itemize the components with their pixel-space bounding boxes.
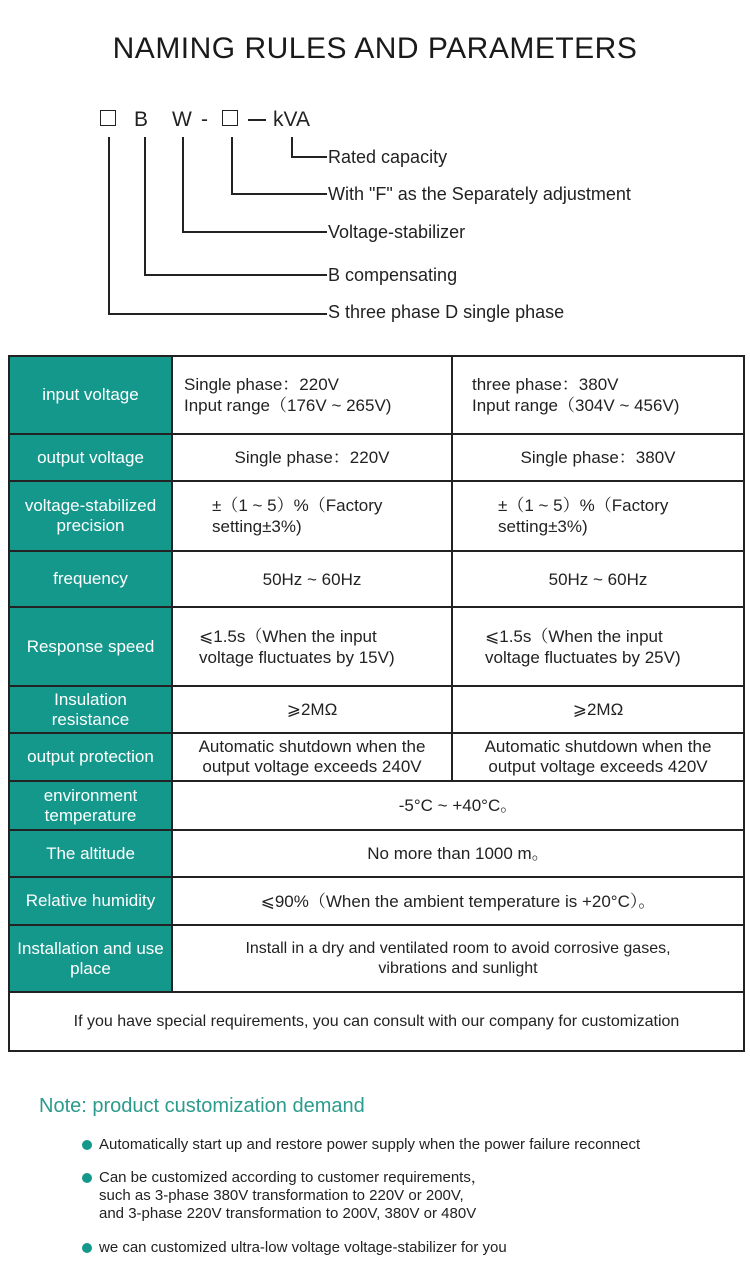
cell-humidity: ⩽90%（When the ambient temperature is +20°C）。 [172, 877, 744, 925]
row-header-output-voltage: output voltage [9, 434, 172, 481]
leader-line [291, 156, 327, 158]
placeholder-box-phase [100, 110, 116, 126]
table-row [9, 551, 744, 607]
cell-text: ±（1 ~ 5）%（Factory setting±3%) [212, 496, 383, 536]
row-header-environment: environment temperature [9, 781, 172, 830]
cell-insulation-three: ⩾2MΩ [452, 686, 744, 733]
note-item: Can be customized according to customer requirements， [99, 1169, 486, 1186]
row-header-input-voltage: input voltage [9, 356, 172, 434]
annotation-compensating: B compensating [328, 265, 458, 285]
note-item-continuation: and 3-phase 220V transformation to 200V, 380V or 480V [99, 1205, 477, 1222]
bullet-icon [82, 1243, 92, 1253]
note-item: Automatically start up and restore power supply when the power failure reconnect [99, 1136, 641, 1153]
note-title: Note: product customization demand [39, 1095, 365, 1117]
cell-input-voltage-three [452, 356, 744, 434]
leader-line [144, 274, 327, 276]
cell-text: ⩽1.5s（When the input voltage fluctuates by 15V) [199, 626, 395, 667]
cell-output-voltage-three: Single phase：380V [452, 434, 744, 481]
leader-line [231, 137, 233, 194]
table-row [9, 686, 744, 733]
cell-line: Input range（176V ~ 265V) [184, 396, 392, 415]
cell-line: Input range（304V ~ 456V) [472, 396, 680, 415]
cell-protection-single: Automatic shutdown when the output voltage exceeds 240V [172, 733, 452, 781]
cell-text: ±（1 ~ 5）%（Factory setting±3%) [498, 496, 669, 536]
cell-installation [172, 925, 744, 992]
row-header-insulation: Insulation resistance [9, 686, 172, 733]
table-footer-note: If you have special requirements, you can consult with our company for customization [9, 992, 744, 1051]
leader-line [108, 313, 327, 315]
leader-line [182, 231, 327, 233]
row-header-altitude: The altitude [9, 830, 172, 877]
table-row [9, 434, 744, 481]
row-header-humidity: Relative humidity [9, 877, 172, 925]
code-kva: kVA [273, 108, 310, 131]
cell-text: ⩽1.5s（When the input voltage fluctuates by 25V) [485, 626, 681, 667]
cell-frequency-three: 50Hz ~ 60Hz [452, 551, 744, 607]
leader-line [144, 137, 146, 275]
cell-precision-three [452, 481, 744, 551]
row-header-installation: Installation and use place [9, 925, 172, 992]
note-item: we can customized ultra-low voltage voltage-stabilizer for you [99, 1239, 507, 1256]
cell-response-single [172, 607, 452, 686]
table-row [9, 781, 744, 830]
cell-frequency-single: 50Hz ~ 60Hz [172, 551, 452, 607]
leader-line [231, 193, 327, 195]
table-row [9, 877, 744, 925]
row-header-precision: voltage-stabilized precision [9, 481, 172, 551]
cell-text: Install in a dry and ventilated room to avoid corrosive gases, vibrations and sunlight [245, 939, 671, 977]
cell-environment: -5°C ~ +40°C。 [172, 781, 744, 830]
leader-line [291, 137, 293, 157]
table-row [9, 356, 744, 434]
code-separator: - [201, 108, 208, 131]
table-row [9, 830, 744, 877]
row-header-response-speed: Response speed [9, 607, 172, 686]
bullet-icon [82, 1140, 92, 1150]
cell-output-voltage-single: Single phase：220V [172, 434, 452, 481]
annotation-separate-adjustment: With "F" as the Separately adjustment [328, 184, 631, 204]
annotation-phase: S three phase D single phase [328, 302, 565, 322]
code-letter-b: B [134, 108, 149, 131]
row-header-output-protection: output protection [9, 733, 172, 781]
cell-protection-three: Automatic shutdown when the output voltage exceeds 420V [452, 733, 744, 781]
page-title: NAMING RULES AND PARAMETERS [112, 32, 638, 65]
placeholder-box-adjust [222, 110, 238, 126]
bullet-icon [82, 1173, 92, 1183]
table-row [9, 925, 744, 992]
annotation-rated-capacity: Rated capacity [328, 147, 448, 167]
code-letter-w: W [172, 108, 192, 131]
cell-input-voltage-single [172, 356, 452, 434]
cell-precision-single [172, 481, 452, 551]
leader-line [182, 137, 184, 232]
table-row [9, 733, 744, 781]
cell-line: Single phase：220V [184, 375, 340, 394]
note-item-continuation: such as 3-phase 380V transformation to 220V or 200V, [99, 1187, 464, 1204]
cell-line: three phase：380V [472, 375, 619, 394]
table-row [9, 607, 744, 686]
parameter-table [8, 355, 745, 1052]
leader-line [108, 137, 110, 314]
code-dash [248, 119, 266, 121]
annotation-voltage-stabilizer: Voltage-stabilizer [328, 222, 466, 242]
cell-altitude: No more than 1000 m。 [172, 830, 744, 877]
table-row [9, 481, 744, 551]
cell-insulation-single: ⩾2MΩ [172, 686, 452, 733]
table-row [9, 992, 744, 1051]
cell-response-three [452, 607, 744, 686]
row-header-frequency: frequency [9, 551, 172, 607]
